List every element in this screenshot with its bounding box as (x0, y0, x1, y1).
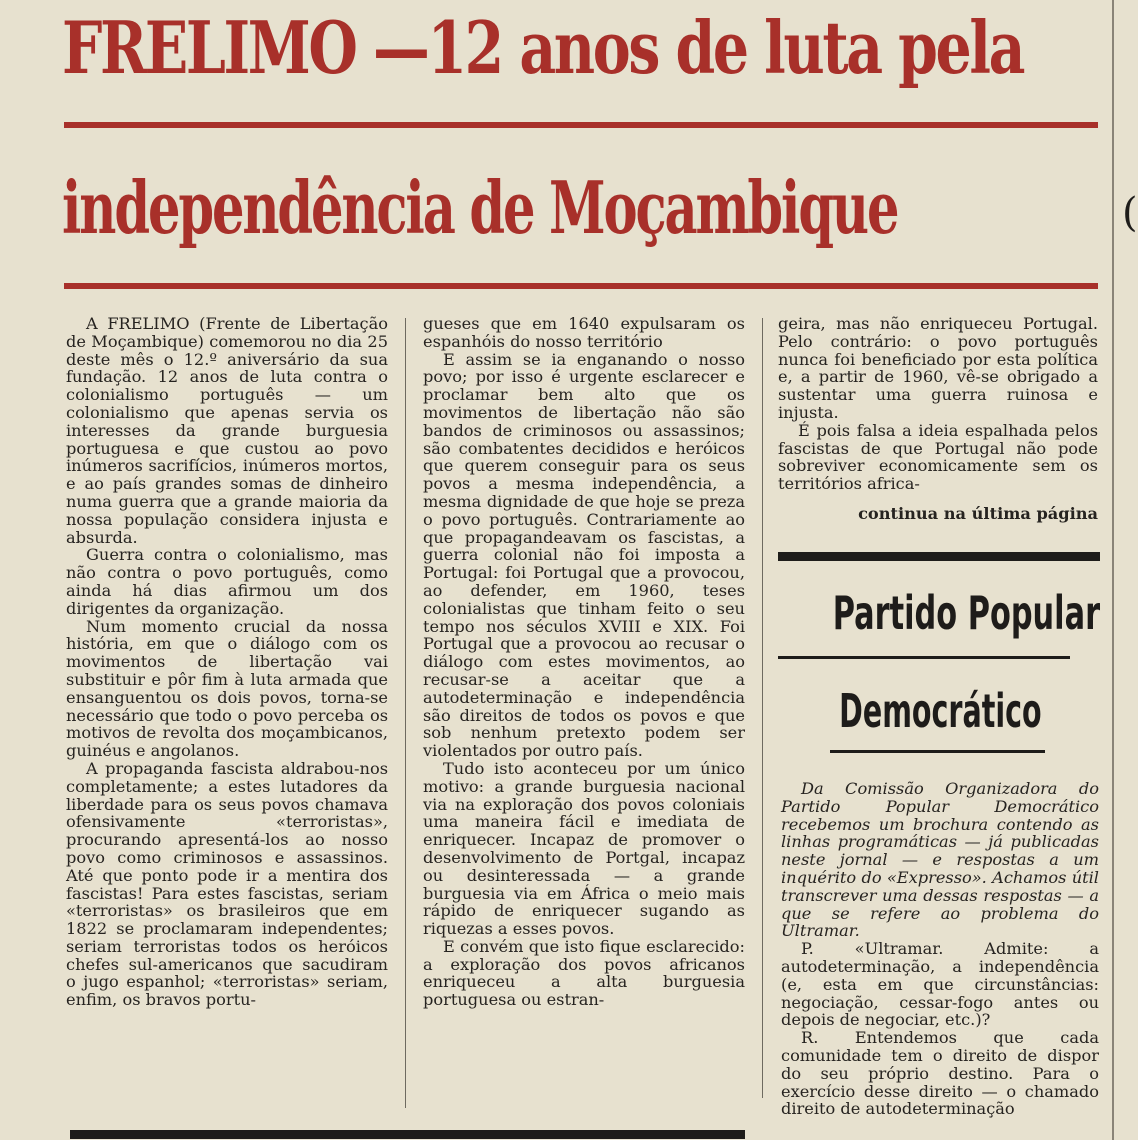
column-1-paragraph-1: A FRELIMO (Frente de Libertação de Moçambique) comemorou no dia 25 deste mês o 12.º aniversário da sua fundação. 12 anos de luta contra o colonialismo português — um colonialismo que apenas servia os interesses da grande burguesia portuguesa e que custou ao povo inúmeros sacrifícios, inúmeros mortos, e ao país grandes somas de dinheiro numa guerra que a grande maioria da nossa população considera injusta e absurda. (66, 314, 388, 547)
headline-rule-bottom (64, 283, 1098, 289)
continued-notice: continua na última página (858, 503, 1098, 523)
footer-bar (70, 1130, 745, 1139)
edge-fragment: ( (1122, 190, 1138, 236)
section-divider-bar (778, 552, 1100, 561)
headline-line-1: FRELIMO —12 anos de luta pela (62, 5, 1024, 90)
article-column-3 (778, 315, 1098, 523)
column-1-paragraph-3: Num momento crucial da nossa história, em que o diálogo com os movimentos de libertação vai substituir e pôr fim à luta armada que ensanguentou os dois povos, torna-se necessário que todo o povo perceba os motivos de revolta dos moçambicanos, guinéus e angolanos. (66, 616, 388, 761)
column-2-paragraph-3: Tudo isto aconteceu por um único motivo: a grande burguesia nacional via na exploração dos povos coloniais uma maneira fácil e imediata de enriquecer. Incapaz de promover o desenvolvimento de Portgal, incapaz ou desinteressada — a grande burguesia via em África o meio mais rápido de enriquecer sugando as riquezas a esses povos. (423, 758, 745, 939)
column-3-paragraph-2: É pois falsa a ideia espalhada pelos fascistas de que Portugal não pode sobreviver economicamente sem os territórios africa- (778, 420, 1098, 494)
box-intro: Da Comissão Organizadora do Partido Popular Democrático recebemos um brochura contendo as linhas programáticas — já publicadas neste jornal — e respostas a um inquérito do «Expresso». Achamos útil transcrever uma dessas respostas — a que se refere ao problema do Ultramar. (781, 779, 1099, 941)
box-title-line-1: Partido Popular (832, 586, 1101, 640)
column-2-paragraph-2: E assim se ia enganando o nosso povo; por isso é urgente esclarecer e proclamar bem alto que os movimentos de libertação não são bandos de criminosos ou assassinos; são combatentes decididos e heróicos que querem conseguir para os seus povos a mesma independência, a mesma dignidade de que hoje se preza o povo português. Contrariamente ao que propagandeavam os fascistas, a guerra colonial não foi imposta a Portugal: foi Portugal que a provocou, ao defender, em 1960, teses colonialistas que tinham feito o seu tempo nos séculos XVIII e XIX. Foi Portugal que a provocou ao recusar o diálogo com estes movimentos, ao recusar-se a aceitar que a autodeterminação e independência são direitos de todos os povos e que sob nenhum pretexto podem ser violentados por outro país. (423, 349, 745, 761)
box-answer: R. Entendemos que cada comunidade tem o direito de dispor do seu próprio destino. Para o exercício desse direito — o chamado direito de autodeterminação (781, 1028, 1099, 1119)
column-2-paragraph-1: gueses que em 1640 expulsaram os espanhóis do nosso território (423, 314, 745, 351)
column-divider (405, 318, 406, 1108)
box-title-rule (778, 656, 1070, 659)
article-column-2 (423, 315, 745, 1009)
headline-rule-top (64, 122, 1098, 128)
column-3-paragraph-1: geira, mas não enriqueceu Portugal. Pelo contrário: o povo português nunca foi beneficiado por esta política e, a partir de 1960, vê-se obrigado a sustentar uma guerra ruinosa e injusta. (778, 314, 1098, 422)
box-title-line-2: Democrático (839, 684, 1042, 738)
box-article (781, 780, 1099, 1118)
column-1-paragraph-4: A propaganda fascista aldrabou-nos completamente; a estes lutadores da liberdade para os seus povos chamava ofensivamente «terroristas», procurando apresentá-los ao nosso povo como criminosos e assassinos. Até que ponto pode ir a mentira dos fascistas! Para estes fascistas, seriam «terroristas» os brasileiros que em 1822 se proclamaram independentes; seriam terroristas todos os heróicos chefes sul-americanos que sacudiram o jugo espanhol; «terroristas» seriam, enfim, os bravos portu- (66, 758, 388, 1010)
column-divider (762, 318, 763, 1098)
article-column-1 (66, 315, 388, 1009)
column-1-paragraph-2: Guerra contra o colonialismo, mas não contra o povo português, como ainda há dias afirmou um dos dirigentes da organização. (66, 545, 388, 618)
headline-line-2: independência de Moçambique (62, 165, 898, 250)
box-question: P. «Ultramar. Admite: a autodeterminação, a independência (e, esta em que circunstâncias: negociação, cessar-fogo antes ou depois de negociar, etc.)? (781, 939, 1099, 1030)
column-2-paragraph-4: E convém que isto fique esclarecido: a exploração dos povos africanos enriqueceu a alta burguesia portuguesa ou estran- (423, 936, 745, 1010)
page-edge-line (1112, 0, 1114, 1140)
box-title-underline (830, 750, 1045, 753)
